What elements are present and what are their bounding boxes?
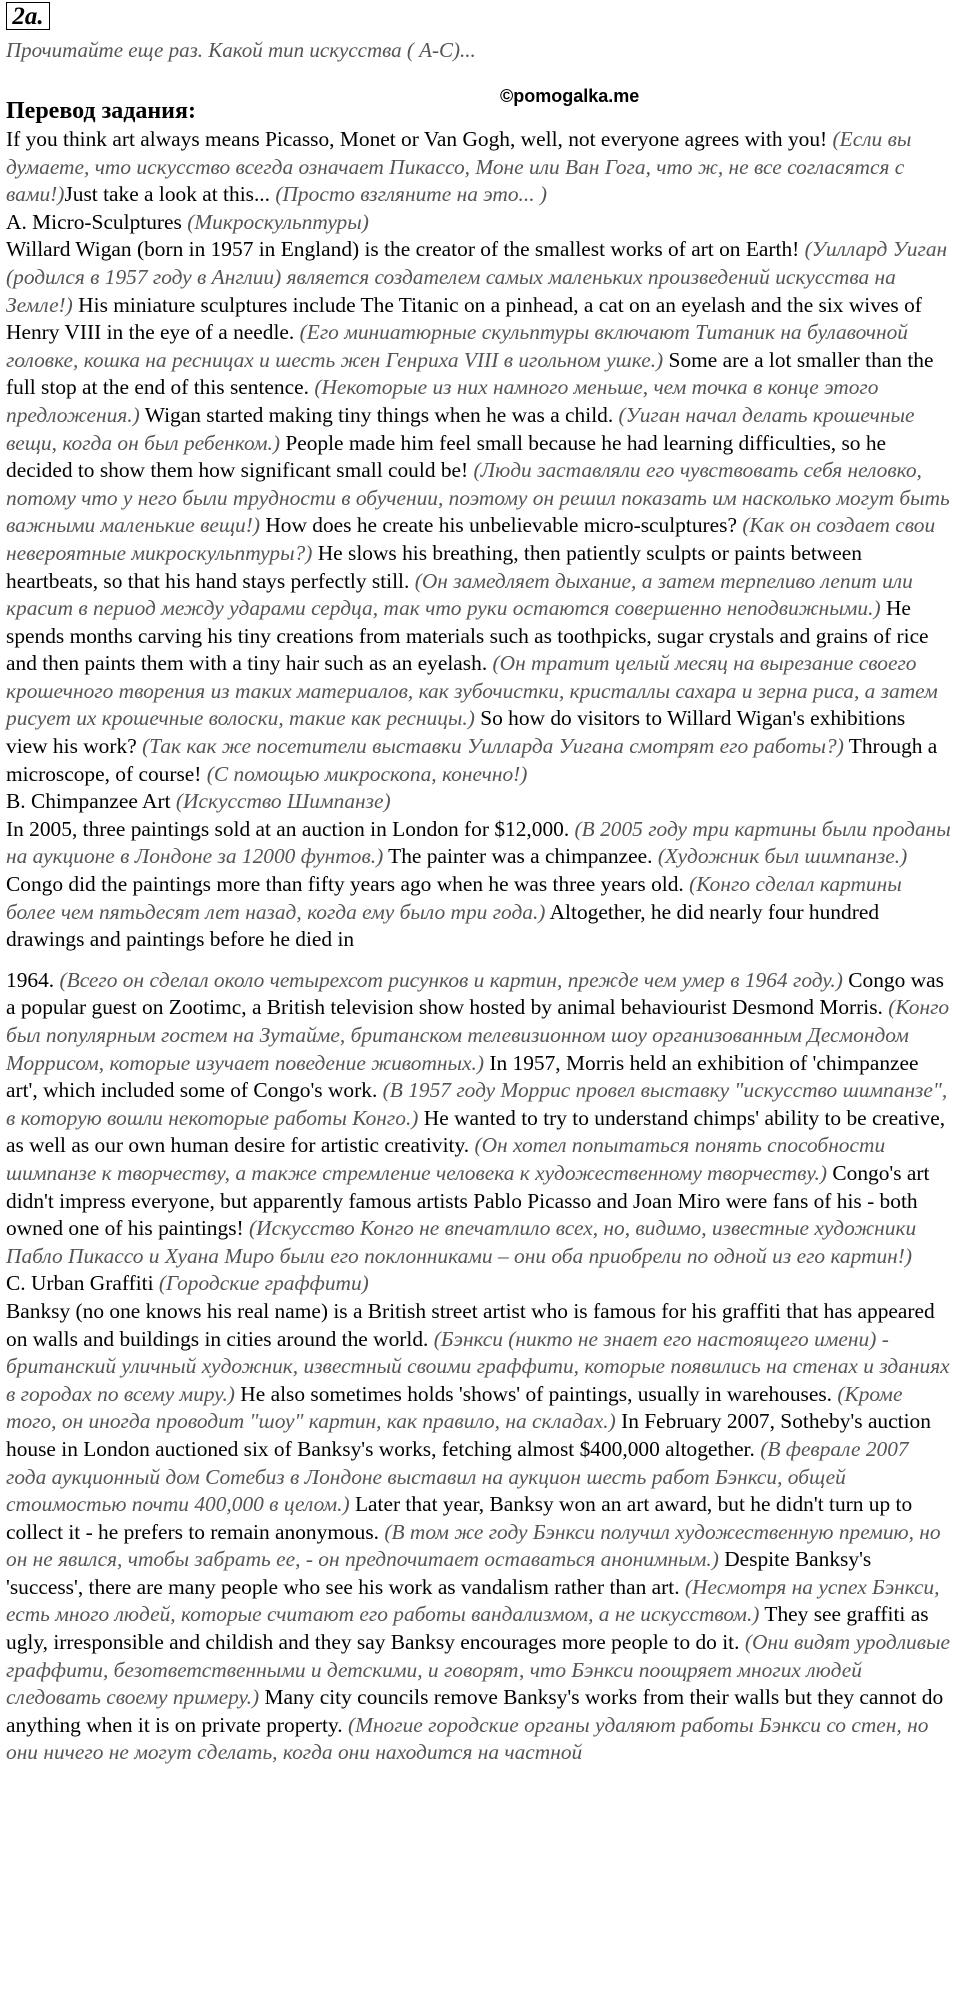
section-b-paragraph-part-2 xyxy=(6,967,952,1271)
russian-translation: (Конго сделал картины более чем пятьдесят лет назад, когда ему было три года.) xyxy=(6,872,902,924)
russian-translation: (Конго был популярным гостем на Зутайме, британском телевизионном шоу организованным Десмондом Моррисом, которые изучает поведение животных.) xyxy=(6,995,950,1075)
intro-english-2: Just take a look at this... xyxy=(64,182,270,207)
intro-english-1: If you think art always means Picasso, Monet or Van Gogh, well, not everyone agrees with you! xyxy=(6,127,828,151)
exercise-instruction: Прочитайте еще раз. Какой тип искусства ( A-C)... xyxy=(6,38,476,62)
intro-paragraph xyxy=(6,126,952,209)
english-sentence: Altogether, he did nearly four hundred drawings and paintings before he died in xyxy=(6,899,880,952)
russian-translation: (В феврале 2007 года аукционный дом Сотебиз в Лондоне выставил на аукцион шесть работ Бэнкси, общей стоимостью почти 400,000 в целом.) xyxy=(6,1436,909,1517)
section-a-title xyxy=(6,209,952,237)
russian-translation: (Некоторые из них намного меньше, чем точка в конце этого предложения.) xyxy=(6,375,879,427)
russian-translation: (Бэнкси (никто не знает его настоящего имени) - британский уличный художник, известный своими граффити, которые появились на стенах и зданиях в городах по всему миру.) xyxy=(6,1326,950,1406)
english-sentence: Congo did the paintings more than fifty years ago when he was three years old. xyxy=(6,872,684,897)
english-sentence: Congo was a popular guest on Zootimc, a British television show hosted by animal behaviourist Desmond Morris. xyxy=(6,967,944,1020)
english-sentence: Wigan started making tiny things when he was a child. xyxy=(144,402,614,427)
russian-translation: (Всего он сделал около четырехсот рисунков и картин, прежде чем умер в 1964 году.) xyxy=(59,967,843,992)
english-sentence: How does he create his unbelievable micro-sculptures? xyxy=(265,513,737,538)
section-c-title-en: C. Urban Graffiti xyxy=(6,1271,154,1296)
russian-translation: (Уиган начал делать крошечные вещи, когда он был ребенком.) xyxy=(6,402,915,455)
russian-translation: (В том же году Бэнкси получил художественную премию, но он не явился, чтобы забрать ее, - он предпочитает оставаться анонимным.) xyxy=(6,1519,941,1572)
english-sentence: He wanted to try to understand chimps' ability to be creative, as well as our own human desire for artistic creativity. xyxy=(6,1105,946,1158)
section-a-paragraph xyxy=(6,236,952,788)
russian-translation: (Кроме того, он иногда проводит "шоу" картин, как правило, на складах.) xyxy=(6,1381,903,1434)
russian-translation: (Искусство Конго не впечатлило всех, но, видимо, известные художники Пабло Пикассо и Хуана Миро были его поклонниками – они оба приобрели по одной из его картин!) xyxy=(6,1216,917,1268)
section-b-title xyxy=(6,788,952,816)
english-sentence: They see graffiti as ugly, irresponsible and childish and they say Banksy encourages more people to do it. xyxy=(6,1602,929,1655)
russian-translation: (Как он создает свои невероятные микроскульптуры?) xyxy=(6,513,936,565)
english-sentence: 1964. xyxy=(6,967,55,992)
english-sentence: He spends months carving his tiny creations from materials such as toothpicks, sugar crystals and grains of rice and then paints them with a tiny hair such as an eyelash. xyxy=(6,596,929,676)
russian-translation: (Художник был шимпанзе.) xyxy=(657,844,908,869)
english-sentence: In 2005, three paintings sold at an auction in London for $12,000. xyxy=(6,816,570,841)
section-b-title-en: B. Chimpanzee Art xyxy=(6,789,171,814)
russian-translation: (Уиллард Уиган (родился в 1957 году в Англии) является создателем самых маленьких произведений искусства на Земле!) xyxy=(6,237,948,317)
english-sentence: Despite Banksy's 'success', there are many people who see his work as vandalism rather than art. xyxy=(6,1547,872,1599)
english-sentence: So how do visitors to Willard Wigan's exhibitions view his work? xyxy=(6,706,906,759)
english-sentence: Willard Wigan (born in 1957 in England) is the creator of the smallest works of art on Earth! xyxy=(6,237,800,262)
english-sentence: People made him feel small because he had learning difficulties, so he decided to show them how significant small could be! xyxy=(6,430,887,483)
russian-translation: (Многие городские органы удаляют работы Бэнкси со стен, но они ничего не могут сделать, когда они находится на частной xyxy=(6,1712,929,1765)
section-b-paragraph-part-1 xyxy=(6,816,952,954)
section-a-title-en: A. Micro-Sculptures xyxy=(6,209,182,234)
english-sentence: Congo's art didn't impress everyone, but apparently famous artists Pablo Picasso and Joan Miro were fans of his - both owned one of his paintings! xyxy=(6,1160,930,1241)
document-body xyxy=(6,126,952,1767)
intro-russian-1: (Если вы думаете, что искусство всегда означает Пикассо, Моне или Ван Гога, что ж, не все согласятся с вами!) xyxy=(6,127,912,207)
russian-translation: (В 1957 году Моррис провел выставку "искусство шимпанзе", в которую вошли некоторые работы Конго.) xyxy=(6,1078,948,1130)
russian-translation: (Люди заставляли его чувствовать себя неловко, потому что у него были трудности в обучении, поэтому он решил показать им насколько могут быть важными маленькие вещи!) xyxy=(6,458,950,538)
english-sentence: The painter was a chimpanzee. xyxy=(388,844,653,869)
section-c-paragraph xyxy=(6,1298,952,1767)
english-sentence: In February 2007, Sotheby's auction house in London auctioned six of Banksy's works, fetching almost $400,000 altogether. xyxy=(6,1409,931,1461)
english-sentence: He slows his breathing, then patiently sculpts or paints between heartbeats, so that his hand stays perfectly still. xyxy=(6,540,862,593)
russian-translation: (Он замедляет дыхание, а затем терпеливо лепит или красит в период между ударами сердца, так что руки остаются совершенно неподвижными.) xyxy=(6,568,913,621)
english-sentence: Later that year, Banksy won an art award, but he didn't turn up to collect it - he prefers to remain anonymous. xyxy=(6,1492,913,1544)
english-sentence: Many city councils remove Banksy's works from their walls but they cannot do anything when it is on private property. xyxy=(6,1685,944,1737)
russian-translation: (Они видят уродливые граффити, безответственными и детскими, и говорят, что Бэнкси поощряет многих людей следовать своему примеру.) xyxy=(6,1630,951,1710)
russian-translation: (В 2005 году три картины были проданы на аукционе в Лондоне за 12000 фунтов.) xyxy=(6,816,951,869)
russian-translation: (Он тратит целый месяц на вырезание своего крошечного творения из таких материалов, как зубочистки, кристаллы сахара и зерна риса, а затем рисует их крошечные волоски, такие как ресницы.) xyxy=(6,651,938,731)
russian-translation: (Так как же посетители выставки Уилларда Уигана смотрят его работы?) xyxy=(142,734,844,759)
line-gap xyxy=(6,954,952,967)
site-watermark: ©pomogalka.me xyxy=(500,86,640,106)
english-sentence: He also sometimes holds 'shows' of paintings, usually in warehouses. xyxy=(240,1381,833,1406)
russian-translation: (Он хотел попытаться понять способности шимпанзе к творчеству, а также стремление человека к художественному творчеству.) xyxy=(6,1133,886,1185)
english-sentence: His miniature sculptures include The Titanic on a pinhead, a cat on an eyelash and the six wives of Henry VIII in the eye of a needle. xyxy=(6,292,922,345)
english-sentence: Some are a lot smaller than the full stop at the end of this sentence. xyxy=(6,347,934,400)
section-b-title-ru: (Искусство Шимпанзе) xyxy=(175,789,391,814)
english-sentence: Banksy (no one knows his real name) is a British street artist who is famous for his graffiti that has appeared on walls and buildings in cities around the world. xyxy=(6,1298,935,1351)
intro-russian-2: (Просто взгляните на это... ) xyxy=(275,182,548,207)
section-c-title-ru: (Городские граффити) xyxy=(158,1271,369,1296)
exercise-label: 2a. xyxy=(6,2,50,30)
translation-heading: Перевод задания: xyxy=(6,98,196,124)
section-a-title-ru: (Микроскульптуры) xyxy=(187,209,369,234)
russian-translation: (Несмотря на успех Бэнкси, есть много людей, которые считают его работы вандализмом, а не искусством.) xyxy=(6,1574,940,1627)
english-sentence: In 1957, Morris held an exhibition of 'chimpanzee art', which included some of Congo's work. xyxy=(6,1050,919,1103)
section-c-title xyxy=(6,1270,952,1298)
russian-translation: (С помощью микроскопа, конечно!) xyxy=(206,761,528,786)
russian-translation: (Его миниатюрные скульптуры включают Титаник на булавочной головке, кошка на ресницах и шесть жен Генриха VIII в игольном ушке.) xyxy=(6,320,909,372)
english-sentence: Through a microscope, of course! xyxy=(6,734,938,786)
